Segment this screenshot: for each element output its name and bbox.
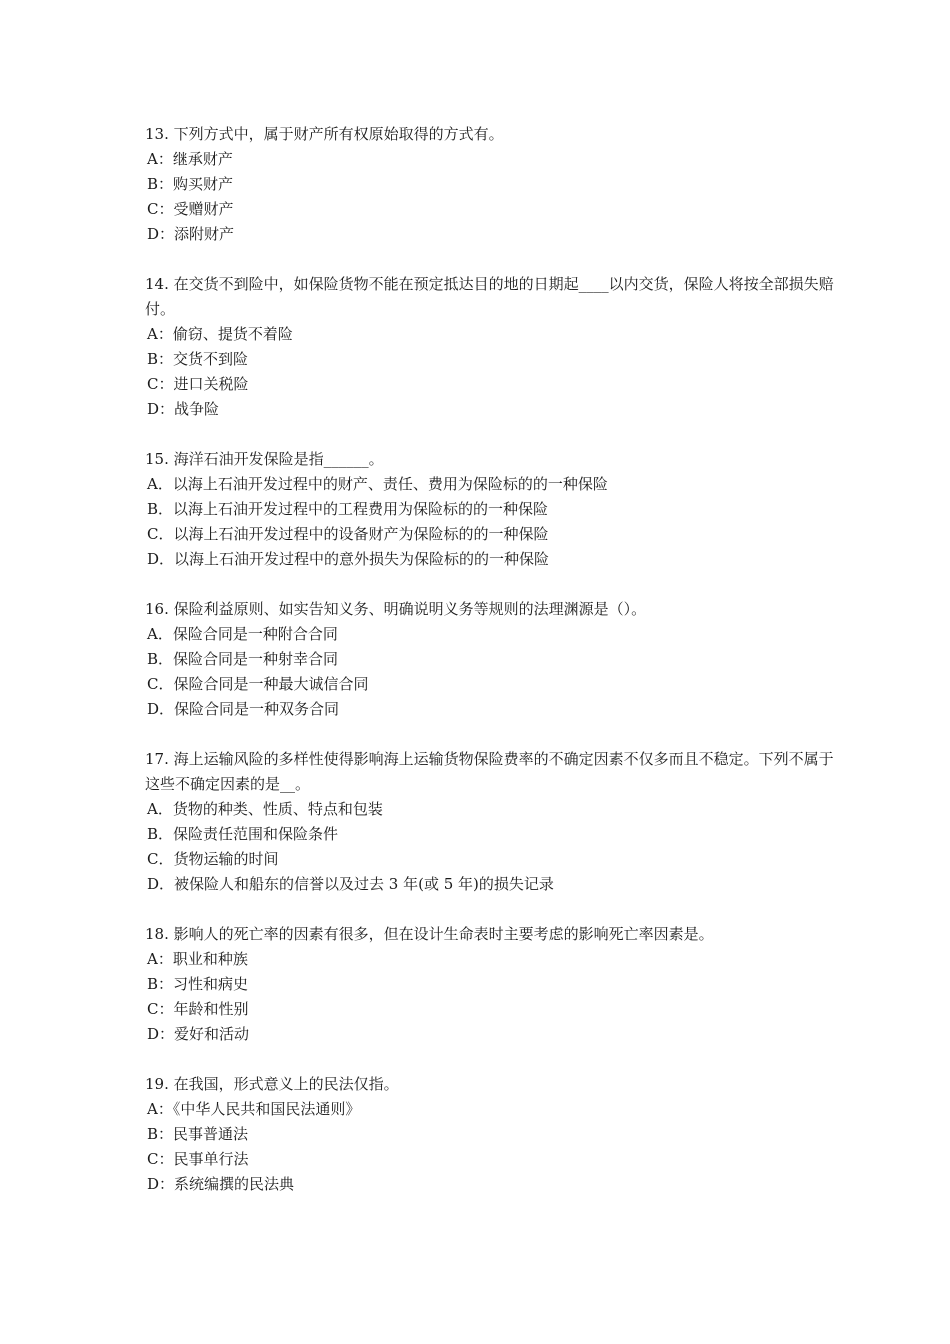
question-13 <box>145 122 835 247</box>
question-15 <box>145 447 835 572</box>
option-d: D：系统编撰的民法典 <box>147 1175 295 1193</box>
option-a: A：偷窃、提货不着险 <box>147 325 293 343</box>
question-17 <box>145 747 835 897</box>
option-b: B：交货不到险 <box>147 350 249 368</box>
option-b: B．以海上石油开发过程中的工程费用为保险标的的一种保险 <box>147 500 549 518</box>
question-14 <box>145 272 835 422</box>
question-stem: 13. 下列方式中，属于财产所有权原始取得的方式有。 <box>145 125 504 143</box>
question-stem: 16. 保险利益原则、如实告知义务、明确说明义务等规则的法理渊源是（）。 <box>145 600 647 618</box>
option-c: C．保险合同是一种最大诚信合同 <box>147 675 369 693</box>
question-16 <box>145 597 835 722</box>
option-b: B：购买财产 <box>147 175 234 193</box>
option-a: A．以海上石油开发过程中的财产、责任、费用为保险标的的一种保险 <box>147 475 608 493</box>
option-d: D．被保险人和船东的信誉以及过去 3 年(或 5 年)的损失记录 <box>147 875 554 893</box>
option-a: A：继承财产 <box>147 150 233 168</box>
question-stem: 14. 在交货不到险中，如保险货物不能在预定抵达目的地的日期起____以内交货，保险人将按全部损失赔付。 <box>145 275 834 318</box>
document-page <box>145 122 835 1222</box>
option-a: A．货物的种类、性质、特点和包装 <box>147 800 383 818</box>
question-stem: 18. 影响人的死亡率的因素有很多，但在设计生命表时主要考虑的影响死亡率因素是。 <box>145 925 714 943</box>
option-b: B：习性和病史 <box>147 975 249 993</box>
option-c: C：进口关税险 <box>147 375 249 393</box>
option-b: B：民事普通法 <box>147 1125 249 1143</box>
question-19 <box>145 1072 835 1197</box>
option-a: A：职业和种族 <box>147 950 248 968</box>
question-stem: 15. 海洋石油开发保险是指______。 <box>145 450 384 468</box>
question-stem: 17. 海上运输风险的多样性使得影响海上运输货物保险费率的不确定因素不仅多而且不稳定。下列不属于这些不确定因素的是__。 <box>145 750 834 793</box>
option-c: C：年龄和性别 <box>147 1000 249 1018</box>
option-d: D．以海上石油开发过程中的意外损失为保险标的的一种保险 <box>147 550 550 568</box>
option-c: C：民事单行法 <box>147 1150 249 1168</box>
option-c: C．货物运输的时间 <box>147 850 279 868</box>
option-d: D：添附财产 <box>147 225 235 243</box>
option-c: C．以海上石油开发过程中的设备财产为保险标的的一种保险 <box>147 525 549 543</box>
option-a: A：《中华人民共和国民法通则》 <box>147 1100 361 1118</box>
question-18 <box>145 922 835 1047</box>
option-a: A．保险合同是一种附合合同 <box>147 625 338 643</box>
question-stem: 19. 在我国，形式意义上的民法仅指。 <box>145 1075 399 1093</box>
option-c: C：受赠财产 <box>147 200 234 218</box>
option-d: D：爱好和活动 <box>147 1025 250 1043</box>
option-d: D．保险合同是一种双务合同 <box>147 700 340 718</box>
option-b: B．保险合同是一种射幸合同 <box>147 650 339 668</box>
option-d: D：战争险 <box>147 400 220 418</box>
option-b: B．保险责任范围和保险条件 <box>147 825 339 843</box>
